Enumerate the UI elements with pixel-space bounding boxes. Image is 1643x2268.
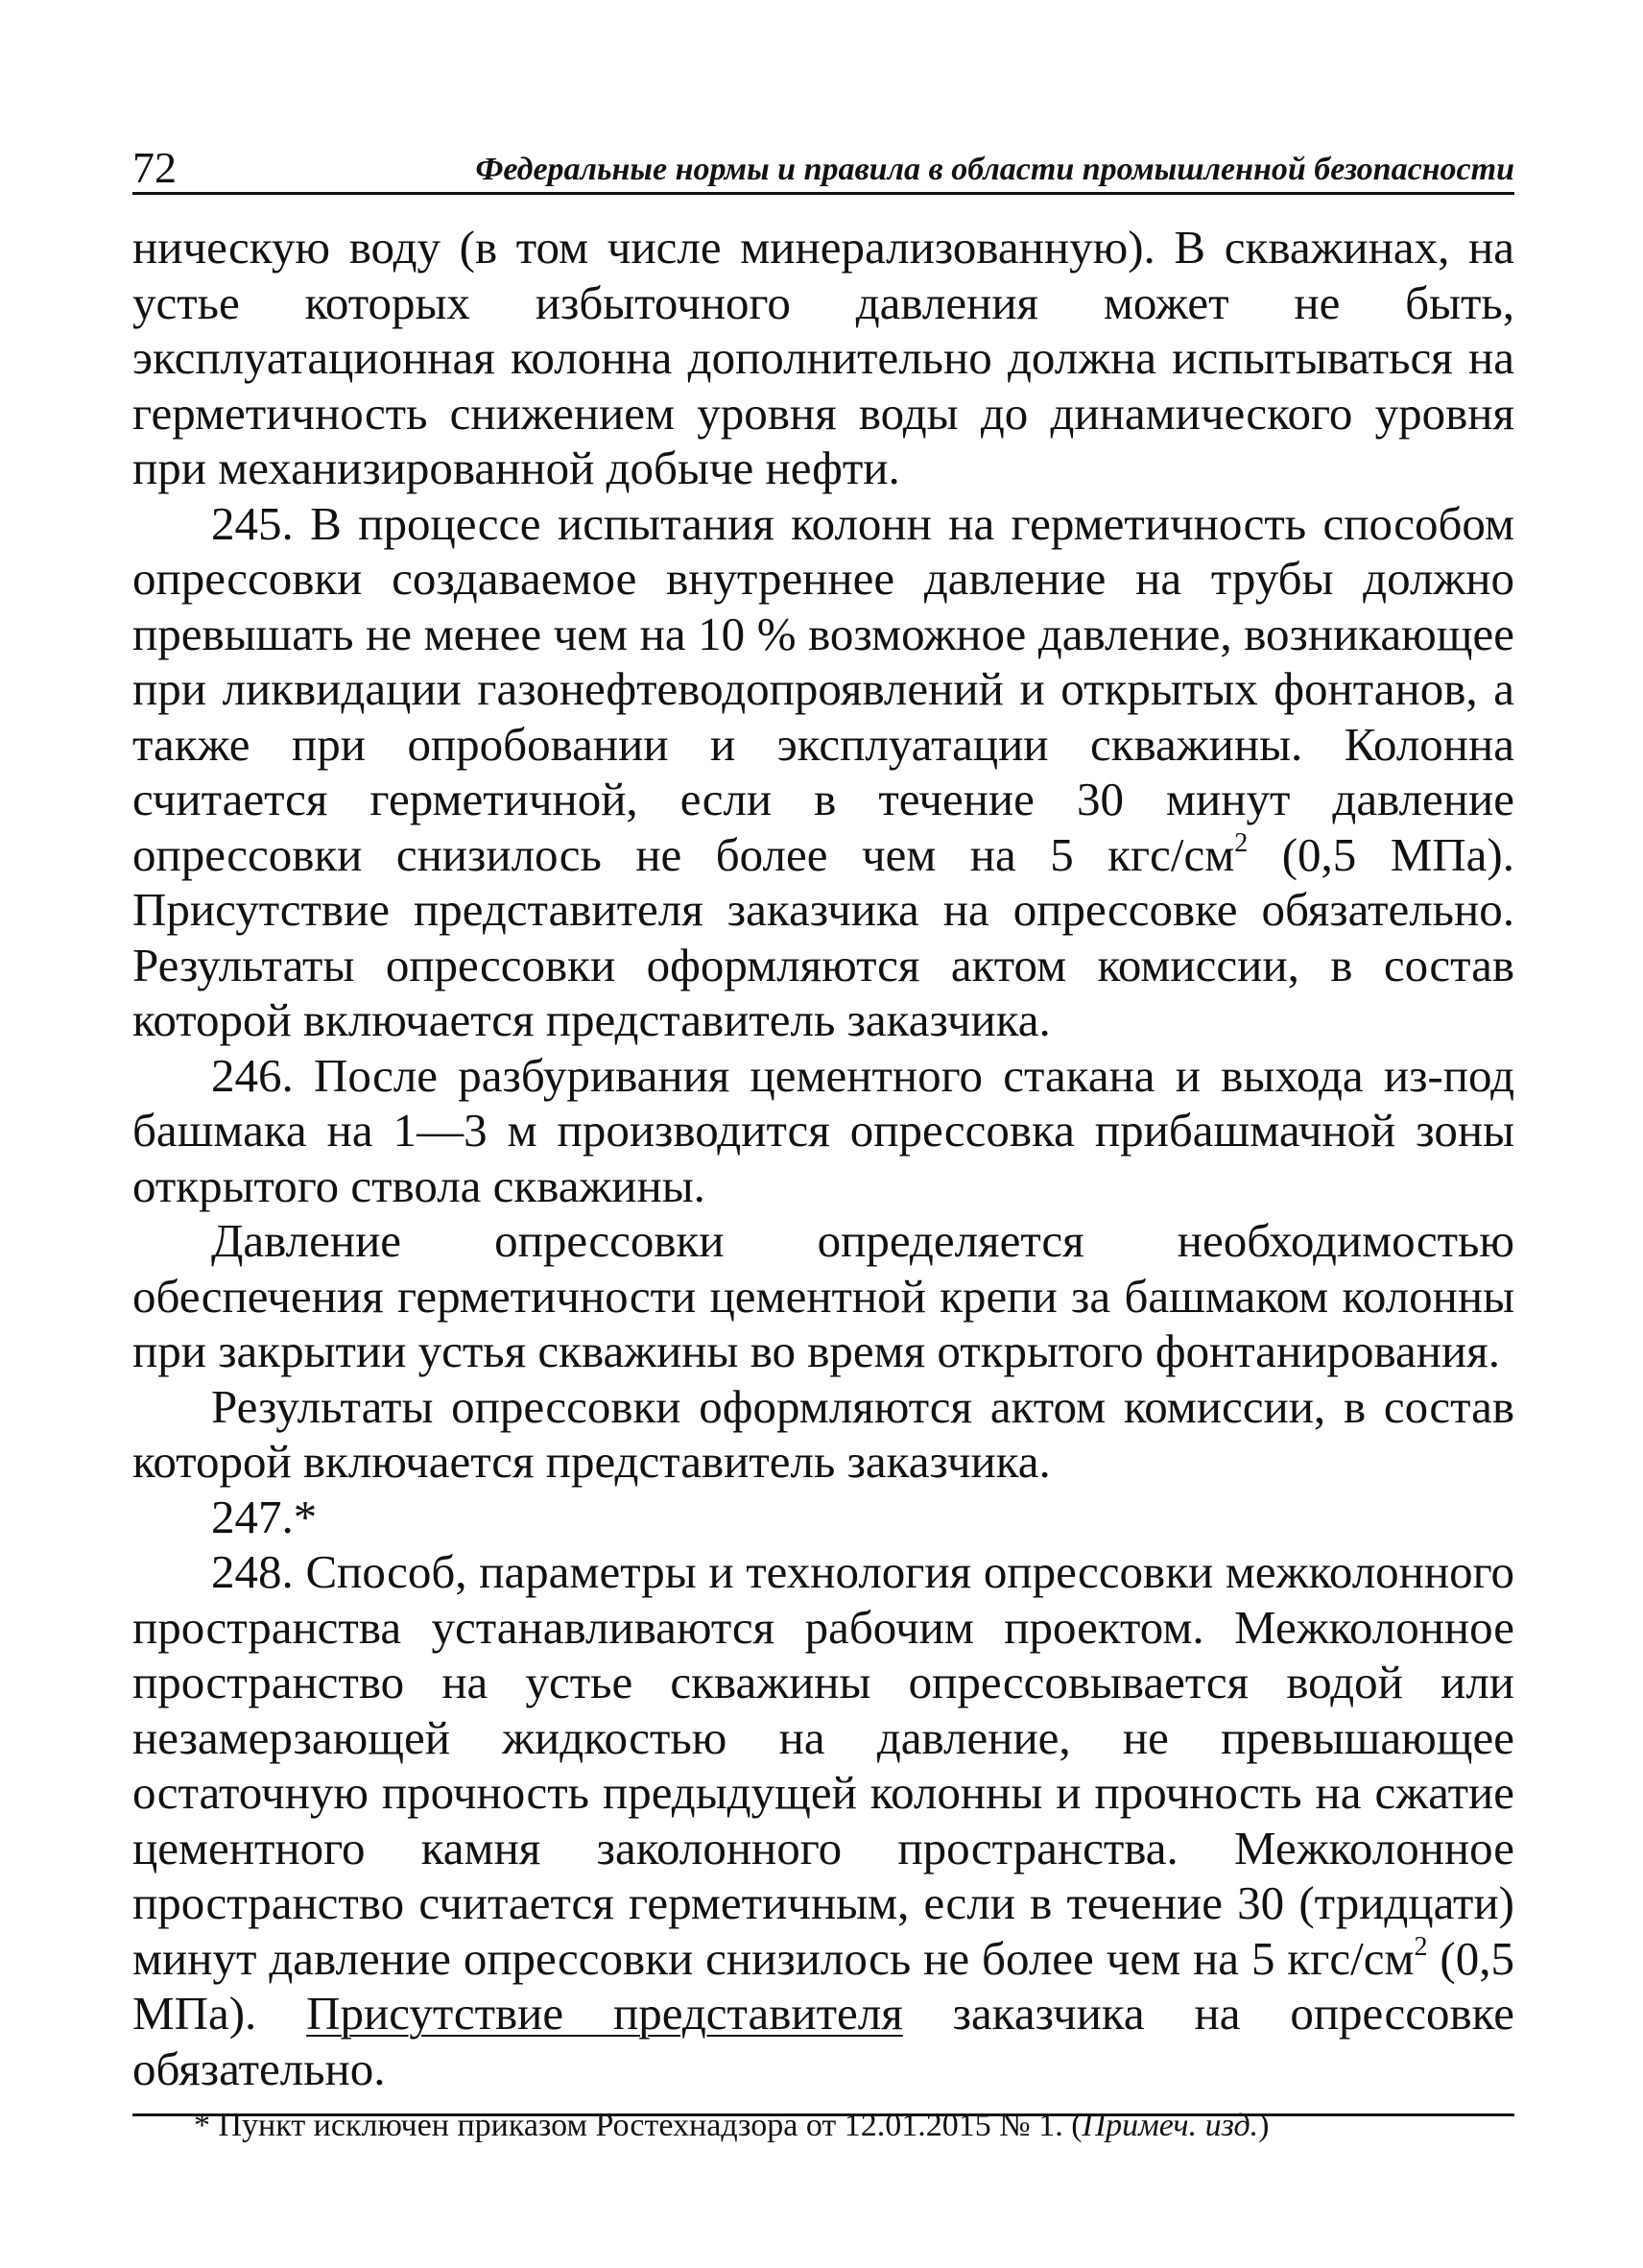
footnote bbox=[132, 2106, 1514, 2146]
paragraph-248-part-a: 248. Способ, параметры и технология опрессовки межколонного пространства устанавливаются рабочим проектом. Межколонное пространство на устье скважины опрессовывается водой или незамерзающей жидкостью на давление, не превышающее остаточную прочность предыдущей колонны и прочность на сжатие цементного камня заколонного пространства. Межколонное пространство считается герметичным, если в течение 30 (тридцати) минут давление опрессовки снизилось не более чем на 5 кгс/см bbox=[132, 1545, 1514, 1985]
paragraph-245 bbox=[132, 496, 1514, 1048]
paragraph-continuation: ническую воду (в том числе минерализованную). В скважинах, на устье которых избыточного давления может не быть, эксплуатационная колонна дополнительно должна испытываться на герметичность снижением уровня воды до динамического уровня при механизированной добыче нефти. bbox=[132, 221, 1514, 494]
superscript: 2 bbox=[1414, 1931, 1428, 1962]
superscript: 2 bbox=[1234, 827, 1249, 858]
paragraph-247: 247.* bbox=[211, 1490, 318, 1543]
underlined-text: Присутствие представителя bbox=[306, 1987, 903, 2040]
paragraph-248-part-b: (0,5 МПа). bbox=[132, 1931, 1514, 2040]
footnote-italic: Примеч. изд. bbox=[1082, 2108, 1259, 2143]
paragraph-246-pressure: Давление опрессовки определяется необходимостью обеспечения герметичности цементной крепи за башмаком колонны при закрытии устья скважины во время открытого фонтанирования. bbox=[132, 1214, 1514, 1377]
paragraph-246: 246. После разбуривания цементного стакана и выхода из-под башмака на 1—3 м производится опрессовка прибашмачной зоны открытого ствола скважины. bbox=[132, 1048, 1514, 1212]
footnote-close: ) bbox=[1258, 2108, 1270, 2143]
footnote-text: * Пункт исключен приказом Ростехнадзора от 12.01.2015 № 1. ( bbox=[194, 2108, 1083, 2143]
document-page bbox=[132, 143, 1514, 2143]
bottom-rule bbox=[132, 2113, 1514, 2116]
paragraph-248-part-c: заказчика на опрессовке обязательно. bbox=[132, 1987, 1514, 2095]
paragraph-246-results: Результаты опрессовки оформляются актом комиссии, в состав которой включается представитель заказчика. bbox=[132, 1379, 1514, 1488]
body-text bbox=[132, 220, 1514, 2096]
running-title: Федеральные нормы и правила в области промышленной безопасности bbox=[475, 152, 1514, 187]
page-header bbox=[132, 144, 1514, 195]
paragraph-245-part-a: 245. В процессе испытания колонн на герметичность способом опрессовки создаваемое внутреннее давление на трубы должно превышать не менее чем на 10 % возможное давление, возникающее при ликвидации газонефтеводопроявлений и открытых фонтанов, а также при опробовании и эксплуатации скважины. Колонна считается герметичной, если в течение 30 минут давление опрессовки снизилось не более чем на 5 кгс/см bbox=[132, 496, 1514, 881]
paragraph-248 bbox=[132, 1544, 1514, 2096]
paragraph-245-part-b: (0,5 МПа). Присутствие представителя заказчика на опрессовке обязательно. Результаты опрессовки оформляются актом комиссии, в состав которой включается представитель заказчика. bbox=[132, 827, 1514, 1046]
page-number: 72 bbox=[132, 143, 177, 192]
